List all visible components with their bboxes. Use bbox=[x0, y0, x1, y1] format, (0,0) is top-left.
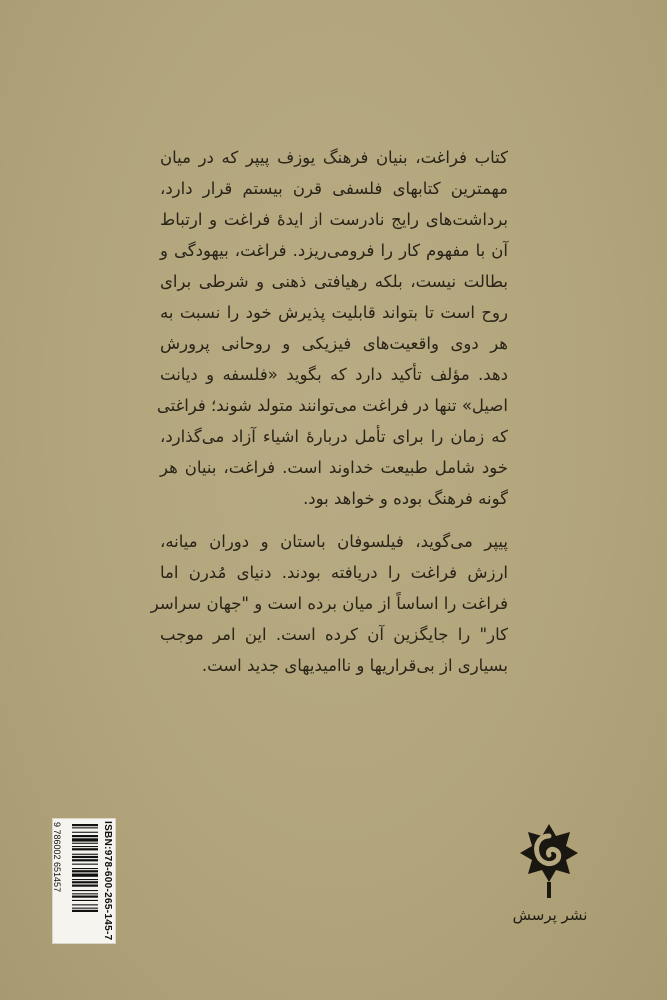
barcode-bar bbox=[72, 910, 98, 912]
barcode-bar bbox=[72, 874, 98, 877]
barcode-bar bbox=[72, 893, 98, 894]
blurb-line: خود شامل طبیعت خداوند است. فراغت، بنیان هر bbox=[160, 458, 508, 477]
publisher-name: نشر پرسش bbox=[512, 906, 588, 924]
barcode-bar bbox=[72, 856, 98, 858]
barcode-bar bbox=[72, 896, 98, 898]
blurb-line: آن با مفهوم کار را فرومی‌ریزد. فراغت، بیهودگی و bbox=[160, 241, 508, 260]
barcode-bar bbox=[72, 870, 98, 872]
isbn-label: ISBN:978-600-265-145-7 bbox=[102, 821, 113, 941]
blurb-line: دهد. مؤلف تأکید دارد که بگوید «فلسفه و دیانت bbox=[160, 365, 508, 384]
barcode-bar bbox=[72, 838, 98, 841]
barcode-bar bbox=[72, 832, 98, 833]
barcode-icon bbox=[60, 822, 100, 940]
blurb-paragraph-1 bbox=[156, 142, 508, 514]
blurb-line: ارزش فراغت را دریافته بودند. دنیای مُدرن اما bbox=[160, 563, 508, 582]
barcode-bar bbox=[72, 908, 98, 909]
blurb-line: برداشت‌های رایج نادرست از ایدهٔ فراغت و ارتباط bbox=[160, 210, 508, 229]
blurb-text bbox=[150, 142, 508, 681]
blurb-paragraph-2 bbox=[150, 526, 508, 681]
blurb-line: هر دوی واقعیت‌های فیزیکی و روحانی پرورش bbox=[160, 334, 508, 353]
barcode-bar bbox=[72, 854, 98, 855]
blurb-line: فراغت را اساساً از میان برده است و "جهان سراسر bbox=[150, 594, 508, 613]
barcode-bar bbox=[72, 827, 98, 828]
barcode-bar bbox=[72, 846, 98, 847]
barcode-bar bbox=[72, 848, 98, 850]
blurb-line: کار" را جایگزین آن کرده است. این امر موجب bbox=[160, 625, 508, 644]
barcode-bar bbox=[72, 864, 98, 865]
blurb-line: بسیاری از بی‌قراریها و ناامیدیهای جدید است. bbox=[201, 656, 508, 675]
barcode-bar bbox=[72, 824, 98, 826]
barcode-bar bbox=[72, 868, 98, 869]
blurb-line: بطالت نیست، بلکه رهیافتی ذهنی و شرطی برای bbox=[160, 272, 508, 291]
blurb-line: مهمترین کتابهای فلسفی قرن بیستم قرار دارد، bbox=[160, 179, 508, 198]
barcode-bar bbox=[72, 859, 98, 861]
blurb-line: که زمان را برای تأمل دربارهٔ اشیاء آزاد می‌گذارد، bbox=[160, 427, 508, 446]
publisher-logo-icon bbox=[518, 822, 580, 902]
blurb-line: پیپر می‌گوید، فیلسوفان باستان و دوران میانه، bbox=[160, 532, 508, 551]
barcode-bar bbox=[72, 904, 98, 905]
barcode-bar bbox=[72, 881, 98, 883]
barcode-bar bbox=[72, 843, 98, 844]
barcode-bar bbox=[72, 879, 98, 880]
barcode-bar bbox=[72, 900, 98, 901]
blurb-line: کتاب فراغت، بنیان فرهنگ یوزف پیپر که در میان bbox=[160, 148, 508, 167]
blurb-line: روح است تا بتواند قابلیت پذیرش خود را نسبت به bbox=[160, 303, 508, 322]
barcode-bar bbox=[72, 890, 98, 891]
barcode-bar bbox=[72, 835, 98, 837]
blurb-line: اصیل» تنها در فراغت می‌توانند متولد شوند؛ فراغتی bbox=[156, 396, 508, 415]
barcode-bar bbox=[72, 885, 98, 887]
blurb-line: گونه فرهنگ بوده و خواهد بود. bbox=[303, 489, 508, 508]
barcode-digits: 9 786002 651457 bbox=[52, 822, 62, 893]
